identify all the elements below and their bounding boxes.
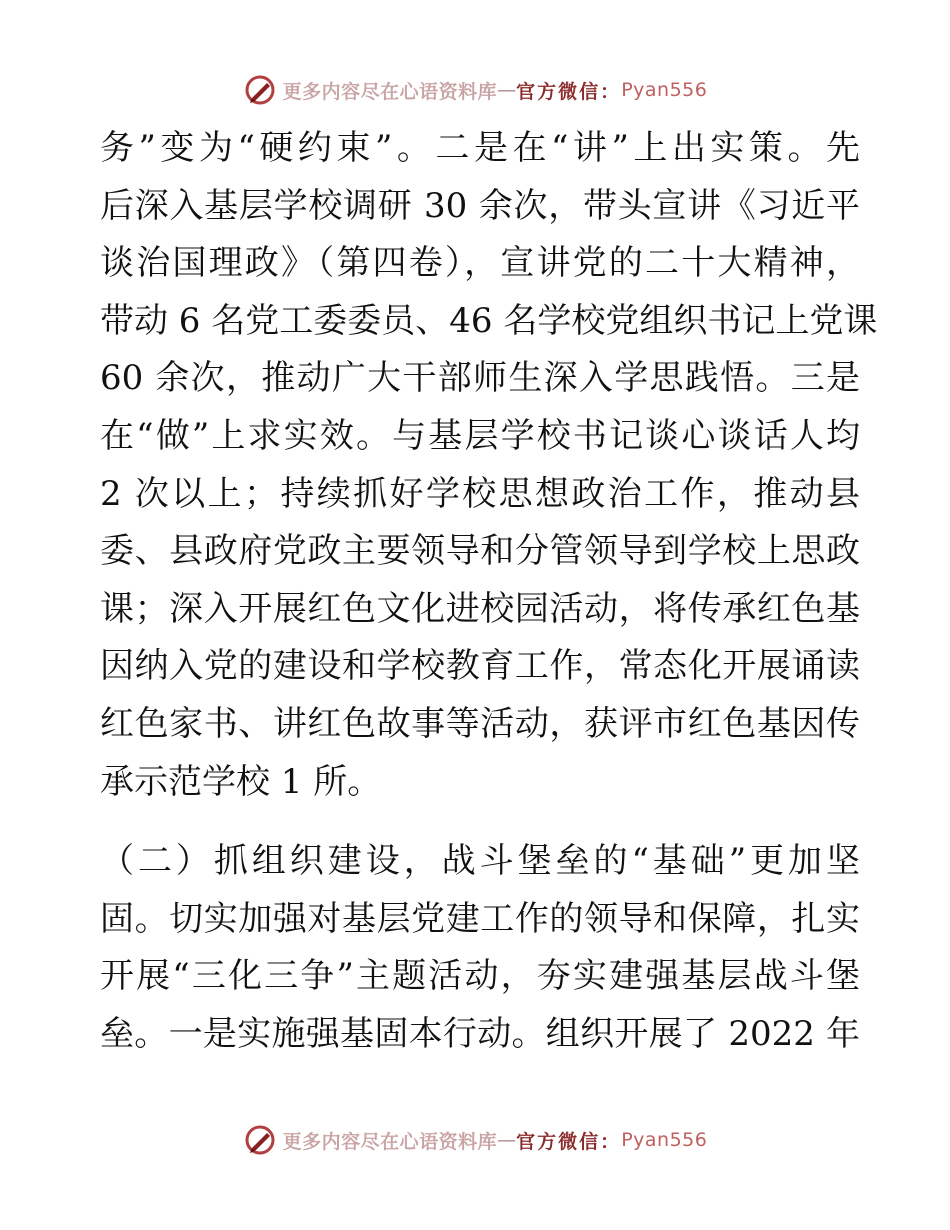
text-line: 务”变为“硬约束”。二是在“讲”上出实策。先 — [100, 128, 860, 168]
watermark-sub-text: 官方微信： — [516, 1130, 622, 1153]
watermark-main-text: 更多内容尽在心语资料库 — [282, 1130, 498, 1153]
paragraph — [100, 120, 878, 811]
text-line: 后深入基层学校调研 30 余次，带头宣讲《习近平 — [100, 185, 860, 226]
text-line: 红色家书、讲红色故事等活动，获评市红色基因传 — [100, 703, 860, 744]
footer-watermark — [0, 1120, 950, 1160]
watermark-separator: — — [497, 1129, 517, 1151]
watermark-separator: — — [497, 79, 517, 101]
section-heading-line: （二）抓组织建设，战斗堡垒的“基础”更加坚 — [100, 841, 860, 882]
text-line: 固。切实加强对基层党建工作的领导和保障，扎实 — [100, 898, 860, 939]
pen-logo-icon — [243, 73, 277, 107]
text-line: 承示范学校 1 所。 — [100, 761, 382, 802]
text-line: 因纳入党的建设和学校教育工作，常态化开展诵读 — [100, 646, 860, 687]
paragraph-gap — [100, 811, 860, 833]
watermark-sub-text: 官方微信： — [516, 80, 622, 103]
text-line: 带动 6 名党工委委员、46 名学校党组织书记上党课 — [100, 300, 878, 341]
text-line: 开展“三化三争”主题活动，夯实建强基层战斗堡 — [100, 956, 860, 997]
watermark-wechat-id: Pyan556 — [621, 79, 708, 101]
pen-logo-icon — [243, 1123, 277, 1157]
document-body — [100, 120, 878, 1064]
text-line: 垒。一是实施强基固本行动。组织开展了 2022 年 — [100, 1013, 860, 1054]
watermark-main-text: 更多内容尽在心语资料库 — [282, 80, 498, 103]
text-line: 60 余次，推动广大干部师生深入学思践悟。三是 — [100, 358, 860, 399]
header-watermark — [0, 70, 950, 110]
text-line: 2 次以上；持续抓好学校思想政治工作，推动县 — [100, 473, 860, 514]
watermark-wechat-id: Pyan556 — [621, 1129, 708, 1151]
text-line: 谈治国理政》（第四卷），宣讲党的二十大精神， — [100, 243, 860, 284]
text-line: 课；深入开展红色文化进校园活动，将传承红色基 — [100, 588, 860, 629]
text-line: 委、县政府党政主要领导和分管领导到学校上思政 — [100, 531, 860, 572]
text-line: 在“做”上求实效。与基层学校书记谈心谈话人均 — [100, 415, 860, 456]
paragraph — [100, 833, 860, 1063]
